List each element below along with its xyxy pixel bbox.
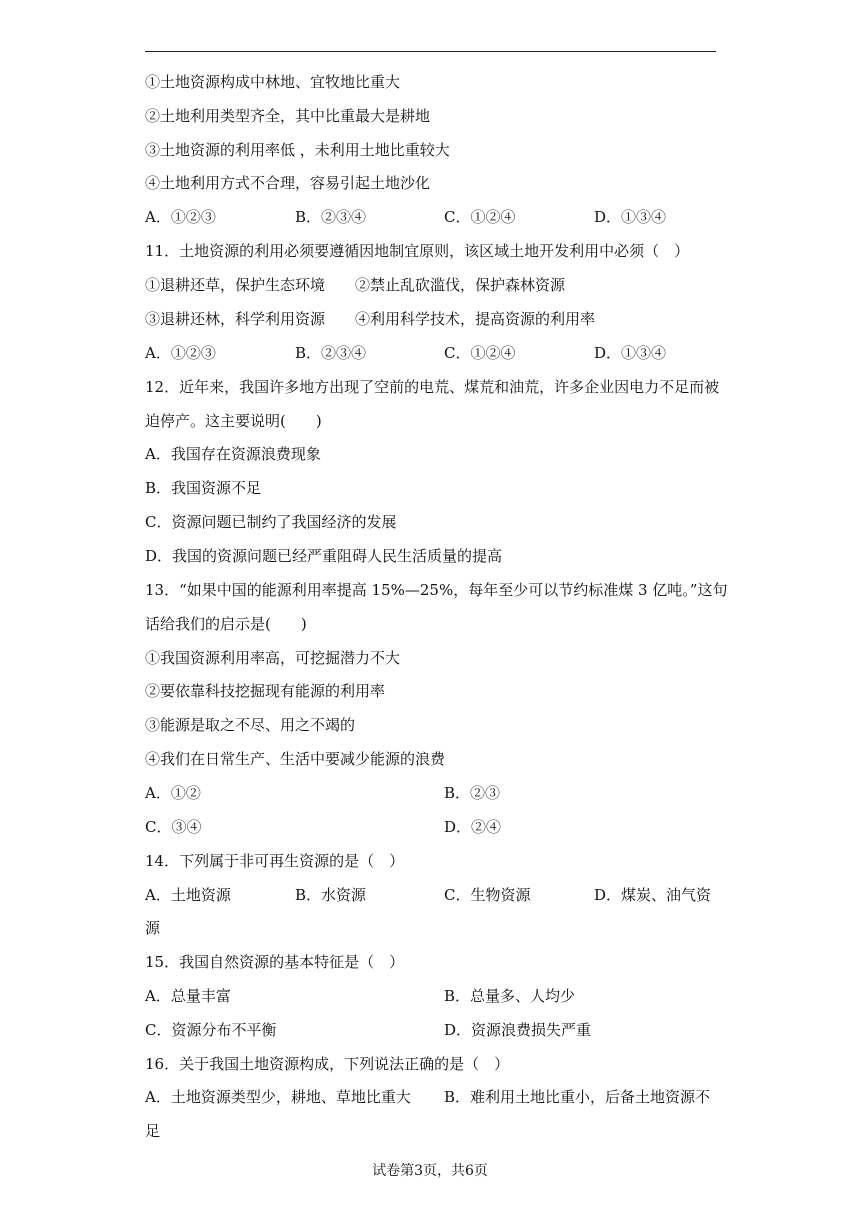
q13-statement-2: ②要依靠科技挖掘现有能源的利用率	[145, 682, 386, 700]
q12-option-d[interactable]: D．我国的资源问题已经严重阻碍人民生活质量的提高	[145, 547, 503, 565]
q12-option-a[interactable]: A．我国存在资源浪费现象	[145, 445, 321, 463]
q11-option-d[interactable]: D．①③④	[594, 344, 667, 362]
q10-statement-4: ④土地利用方式不合理，容易引起土地沙化	[145, 174, 431, 192]
q10-statement-1: ①土地资源构成中林地、宜牧地比重大	[145, 73, 401, 91]
q12-option-c[interactable]: C．资源问题已制约了我国经济的发展	[145, 513, 397, 531]
q10-statement-2: ②土地利用类型齐全，其中比重最大是耕地	[145, 107, 431, 125]
q13-statement-3: ③能源是取之不尽、用之不竭的	[145, 716, 356, 734]
q14-option-a[interactable]: A．土地资源	[145, 886, 231, 904]
q13-option-d[interactable]: D．②④	[444, 818, 502, 836]
q15-option-b[interactable]: B．总量多、人均少	[444, 987, 576, 1005]
q10-option-c[interactable]: C．①②④	[444, 208, 516, 226]
q13-stem-line-1: 13．“如果中国的能源利用率提高 15%—25%，每年至少可以节约标准煤 3 亿吨。”这句	[145, 581, 728, 599]
q13-option-c[interactable]: C．③④	[145, 818, 202, 836]
q15-option-c[interactable]: C．资源分布不平衡	[145, 1021, 277, 1039]
q14-option-b[interactable]: B．水资源	[295, 886, 367, 904]
q16-option-b-wrap: 足	[145, 1122, 161, 1140]
q14-option-c[interactable]: C．生物资源	[444, 886, 531, 904]
q10-statement-3: ③土地资源的利用率低 ，未利用土地比重较大	[145, 141, 450, 159]
q10-option-a[interactable]: A．①②③	[145, 208, 216, 226]
q13-statement-4: ④我们在日常生产、生活中要减少能源的浪费	[145, 750, 446, 768]
q16-stem: 16．关于我国土地资源构成，下列说法正确的是（ ）	[145, 1055, 510, 1073]
q11-statements-row-2: ③退耕还林，科学利用资源 ④利用科学技术，提高资源的利用率	[145, 310, 596, 328]
q13-option-b[interactable]: B．②③	[444, 784, 501, 802]
q12-stem-line-1: 12．近年来，我国许多地方出现了空前的电荒、煤荒和油荒，许多企业因电力不足而被	[145, 378, 720, 396]
q13-stem-line-2: 话给我们的启示是( )	[145, 615, 307, 633]
page-footer: 试卷第3页，共6页	[372, 1163, 488, 1179]
q11-option-a[interactable]: A．①②③	[145, 344, 216, 362]
q10-option-b[interactable]: B．②③④	[295, 208, 367, 226]
q15-option-a[interactable]: A．总量丰富	[145, 987, 231, 1005]
q13-option-a[interactable]: A．①②	[145, 784, 201, 802]
header-rule	[145, 51, 716, 52]
q13-statement-1: ①我国资源利用率高，可挖掘潜力不大	[145, 649, 401, 667]
q16-option-a[interactable]: A．土地资源类型少，耕地、草地比重大	[145, 1088, 411, 1106]
q15-stem: 15．我国自然资源的基本特征是（ ）	[145, 953, 405, 971]
q15-option-d[interactable]: D．资源浪费损失严重	[444, 1021, 592, 1039]
q12-option-b[interactable]: B．我国资源不足	[145, 479, 262, 497]
q12-stem-line-2: 迫停产。这主要说明( )	[145, 412, 322, 430]
q14-stem: 14．下列属于非可再生资源的是（ ）	[145, 852, 405, 870]
q11-option-b[interactable]: B．②③④	[295, 344, 367, 362]
q14-option-d[interactable]: D．煤炭、油气资	[594, 886, 712, 904]
q14-option-d-wrap: 源	[145, 919, 161, 937]
q11-option-c[interactable]: C．①②④	[444, 344, 516, 362]
q11-statements-row-1: ①退耕还草，保护生态环境 ②禁止乱砍滥伐，保护森林资源	[145, 276, 566, 294]
q16-option-b[interactable]: B．难利用土地比重小，后备土地资源不	[444, 1088, 711, 1106]
q10-option-d[interactable]: D．①③④	[594, 208, 667, 226]
q11-stem: 11．土地资源的利用必须要遵循因地制宜原则，该区域土地开发利用中必须（ ）	[145, 242, 690, 260]
